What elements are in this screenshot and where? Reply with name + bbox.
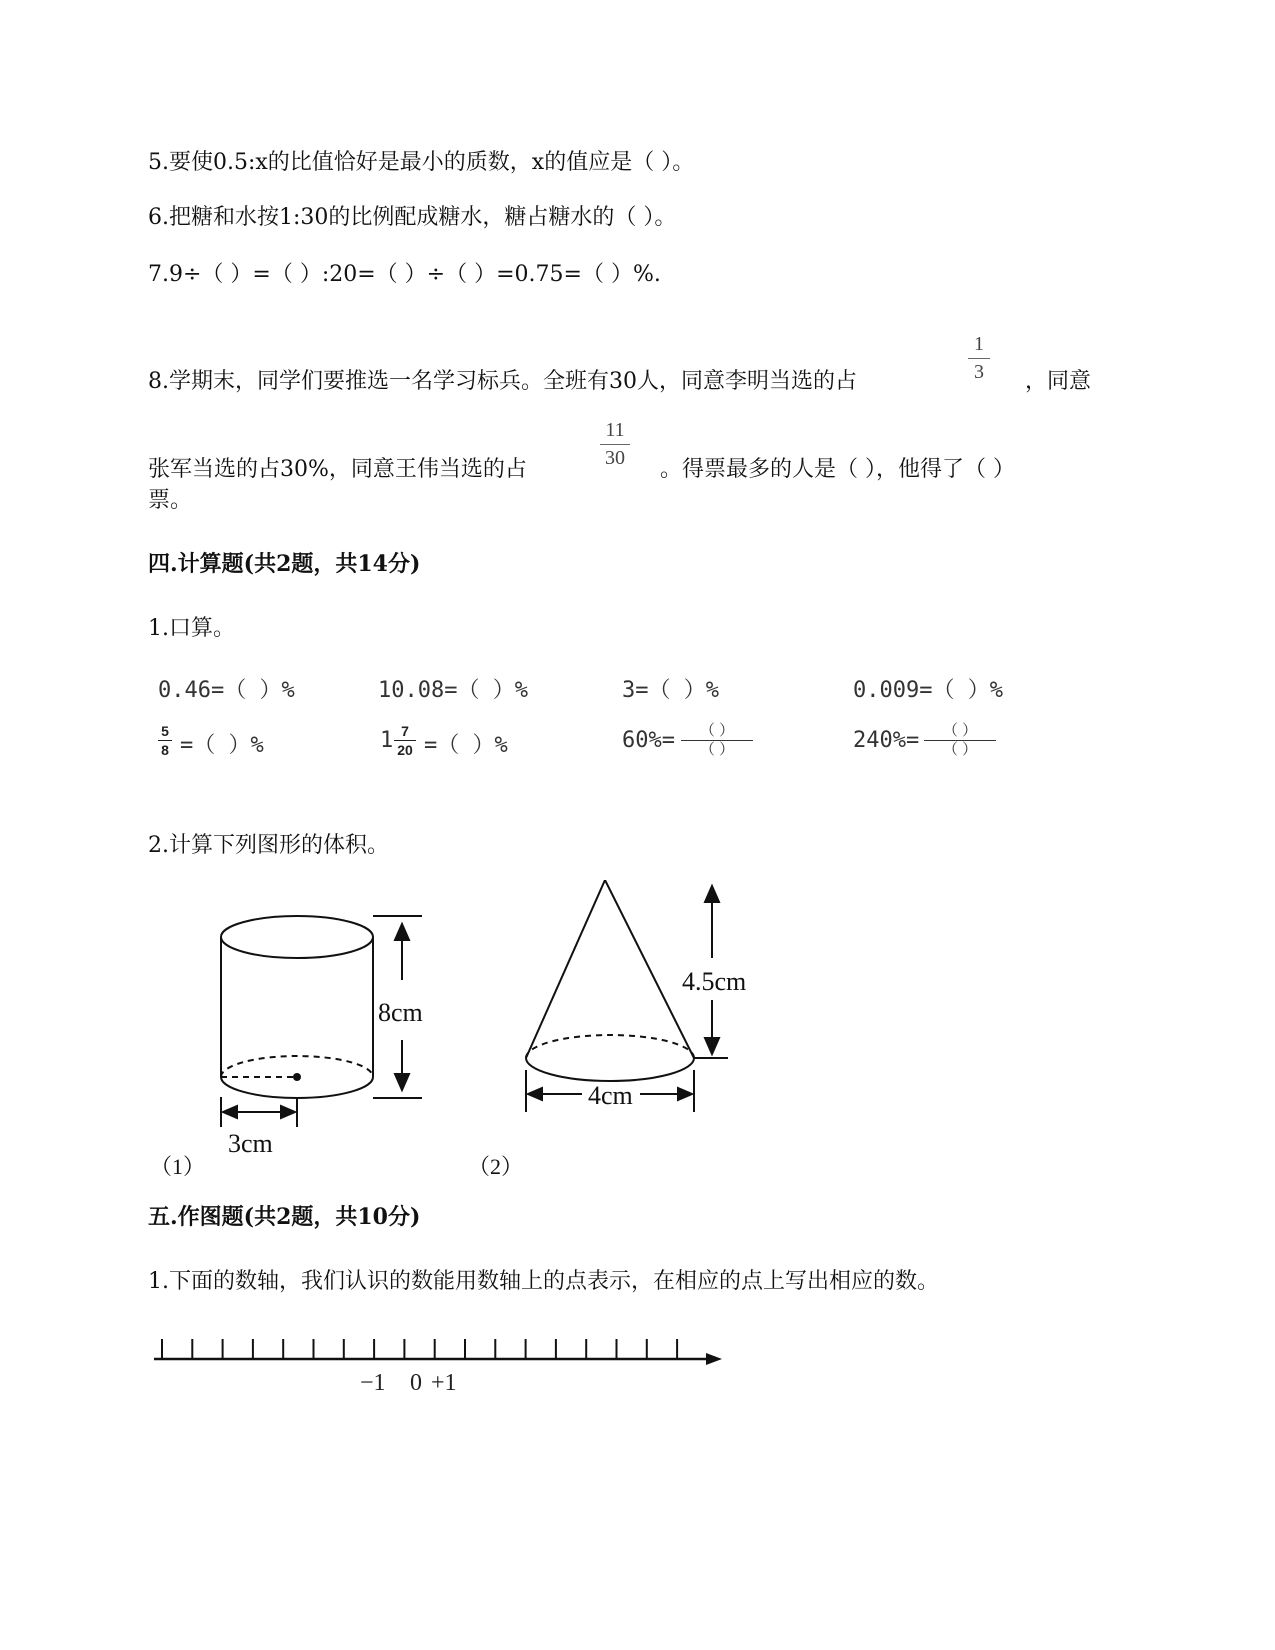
number-line-question: 1.下面的数轴，我们认识的数能用数轴上的点表示，在相应的点上写出相应的数。 xyxy=(148,1269,939,1294)
calc-row1-b: 10.08=（ ）% xyxy=(378,678,528,703)
fraction-one-third: 1 3 xyxy=(968,333,990,384)
calc-row2-c: 60%= xyxy=(622,728,675,753)
figure-2-label: （2） xyxy=(468,1154,524,1179)
axis-label-minus-one: −1 xyxy=(360,1370,386,1396)
calc-row2-a: =（ ）% xyxy=(180,733,264,758)
volume-figures xyxy=(0,880,800,1180)
question-6: 6.把糖和水按1:30的比例配成糖水，糖占糖水的（ ）。 xyxy=(148,205,677,230)
question-5: 5.要使0.5:x的比值恰好是最小的质数，x的值应是（ ）。 xyxy=(148,150,695,175)
question-8-line2: 张军当选的占30%，同意王伟当选的占 xyxy=(148,457,527,482)
cylinder-height-label: 8cm xyxy=(378,998,423,1027)
question-7: 7.9÷（ ）=（ ）:20=（ ）÷（ ）=0.75=（ ）%. xyxy=(148,262,661,287)
calc-row1-c: 3=（ ）% xyxy=(622,678,719,703)
section-5-heading: 五.作图题(共2题，共10分) xyxy=(148,1204,421,1230)
figure-1-label: （1） xyxy=(150,1154,206,1179)
fraction-five-eighths: 5 8 xyxy=(158,723,172,758)
fraction-seven-twentieths: 7 20 xyxy=(394,723,416,758)
cone-height-label: 4.5cm xyxy=(682,967,747,996)
cylinder-radius-label: 3cm xyxy=(228,1129,273,1158)
calc-row2-d: 240%= xyxy=(853,728,920,753)
calc-row2-b: =（ ）% xyxy=(424,733,508,758)
cone-figure xyxy=(526,880,728,1112)
cone-diameter-label: 4cm xyxy=(588,1081,633,1110)
question-8-line1-end: ，同意 xyxy=(1025,369,1092,394)
volume-question-title: 2.计算下列图形的体积。 xyxy=(148,833,389,858)
blank-fraction-c: （ ） （ ） xyxy=(681,722,753,759)
axis-label-zero: 0 xyxy=(410,1370,422,1396)
question-8-line2-end: 。得票最多的人是（ ），他得了（ ） xyxy=(660,457,1015,482)
number-line xyxy=(140,1335,740,1405)
fraction-eleven-thirtieths: 11 30 xyxy=(600,419,630,470)
section-4-heading: 四.计算题(共2题，共14分) xyxy=(148,551,421,577)
mental-math-title: 1.口算。 xyxy=(148,616,235,641)
question-8-line1: 8.学期末，同学们要推选一名学习标兵。全班有30人，同意李明当选的占 xyxy=(148,369,857,394)
calc-row1-a: 0.46=（ ）% xyxy=(158,678,295,703)
question-8-line3: 票。 xyxy=(148,488,193,513)
axis-label-plus-one: +1 xyxy=(431,1370,457,1396)
calc-row2-b-whole: 1 xyxy=(380,728,394,753)
blank-fraction-d: （ ） （ ） xyxy=(924,722,996,759)
calc-row1-d: 0.009=（ ）% xyxy=(853,678,1003,703)
number-line-arrow xyxy=(706,1353,722,1365)
